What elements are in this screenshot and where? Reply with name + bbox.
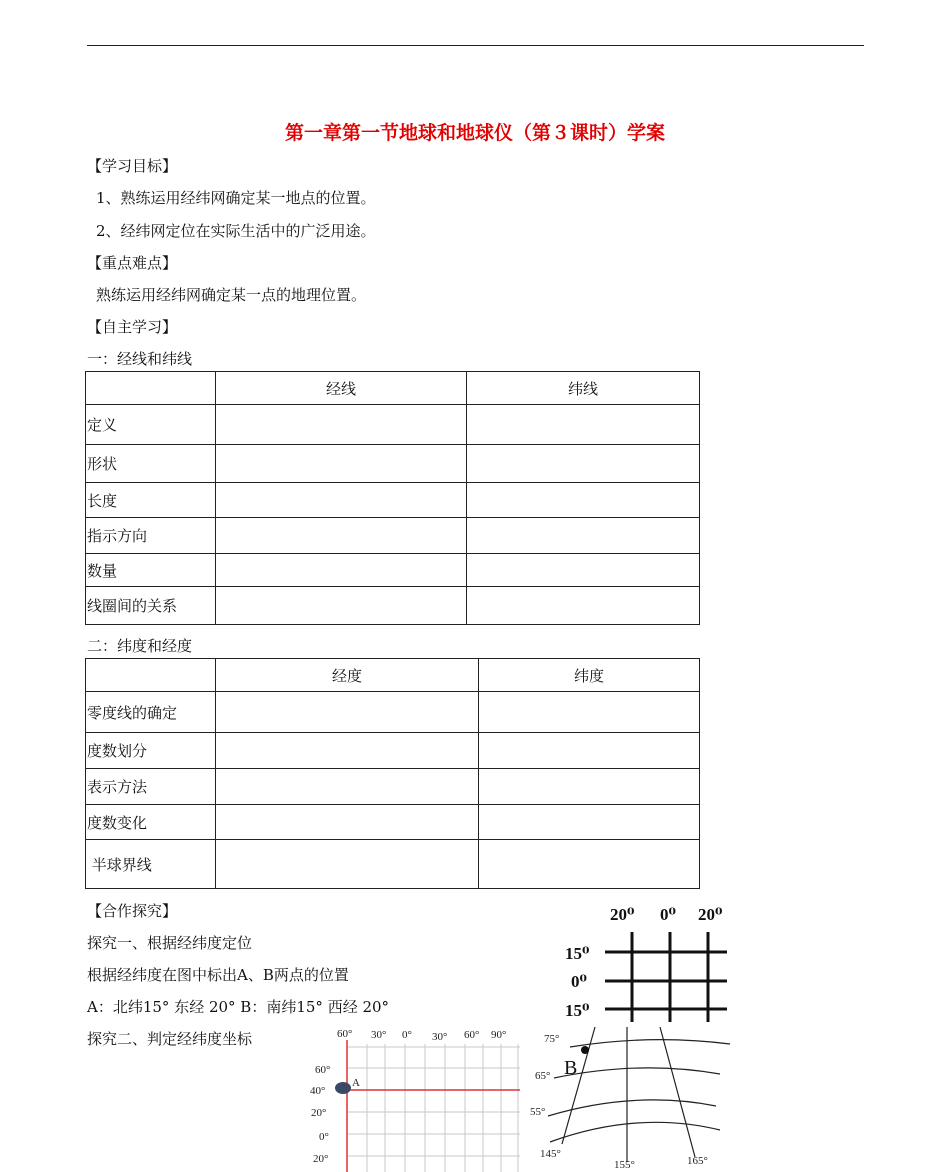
answer-cell[interactable] [216, 405, 467, 445]
answer-cell[interactable] [479, 769, 700, 805]
row-label: 定义 [86, 405, 216, 445]
fig2-left-label: 0° [319, 1131, 329, 1143]
fig3-parallel [570, 1040, 730, 1047]
fig3-point-b-marker [581, 1046, 589, 1054]
row-label: 零度线的确定 [86, 692, 216, 733]
answer-cell[interactable] [216, 692, 479, 733]
col-header-meridian: 经线 [216, 372, 467, 405]
fig2-left-label: 60° [315, 1064, 331, 1076]
fig1-top-label: 0⁰ [660, 905, 676, 924]
answer-cell[interactable] [479, 840, 700, 889]
fig2-top-label: 30° [371, 1029, 387, 1041]
page-title: 第一章第一节地球和地球仪（第３课时）学案 [284, 122, 665, 144]
answer-cell[interactable] [467, 445, 700, 483]
self-study-header: 【自主学习】 [87, 318, 178, 336]
task-1-desc: 根据经纬度在图中标出A、B两点的位置 [87, 966, 349, 984]
fig3-lon-label: 145° [540, 1148, 561, 1160]
task-1-title: 探究一、根据经纬度定位 [87, 934, 253, 952]
graticule-figure-1 [555, 900, 740, 1025]
fig3-parallel [554, 1068, 720, 1078]
answer-cell[interactable] [467, 483, 700, 518]
answer-cell[interactable] [467, 405, 700, 445]
fig3-parallel [550, 1122, 720, 1142]
fig1-left-label: 0⁰ [571, 972, 587, 991]
row-label: 半球界线 [86, 840, 216, 889]
answer-cell[interactable] [216, 733, 479, 769]
key-text: 熟练运用经纬网确定某一点的地理位置。 [96, 286, 367, 304]
fig3-meridian [660, 1027, 695, 1157]
answer-cell[interactable] [467, 587, 700, 625]
task-2-title: 探究二、判定经纬度坐标 [87, 1030, 253, 1048]
fig2-top-label: 30° [432, 1031, 448, 1043]
row-label: 度数变化 [86, 805, 216, 840]
row-label: 指示方向 [86, 518, 216, 554]
fig2-top-label: 60° [464, 1029, 480, 1041]
fig1-top-label: 20⁰ [698, 905, 723, 924]
col-header-longitude: 经度 [216, 659, 479, 692]
fig3-point-b-label: B [564, 1057, 578, 1079]
answer-cell[interactable] [216, 769, 479, 805]
goal-item-2: 2、经纬网定位在实际生活中的广泛用途。 [96, 222, 376, 240]
fig2-point-a-label: A [352, 1077, 360, 1089]
task-1-points: A：北纬15° 东经 20° B：南纬15° 西经 20° [87, 998, 390, 1016]
answer-cell[interactable] [216, 445, 467, 483]
coop-header: 【合作探究】 [87, 902, 178, 920]
answer-cell[interactable] [216, 518, 467, 554]
answer-cell[interactable] [216, 554, 467, 587]
fig3-lat-label: 55° [530, 1106, 546, 1118]
goal-item-1: 1、熟练运用经纬网确定某一地点的位置。 [96, 189, 376, 207]
fig2-left-label: 20° [311, 1107, 327, 1119]
row-label: 形状 [86, 445, 216, 483]
fig2-point-a-marker [335, 1082, 351, 1094]
section-2-title: 二：纬度和经度 [87, 637, 193, 655]
fig3-lon-label: 155° [614, 1159, 635, 1171]
row-label: 数量 [86, 554, 216, 587]
goals-header: 【学习目标】 [87, 157, 178, 175]
longitude-latitude-table [85, 658, 700, 889]
fig1-top-label: 20⁰ [610, 905, 635, 924]
col-header-latitude: 纬度 [479, 659, 700, 692]
answer-cell[interactable] [479, 805, 700, 840]
section-1-title: 一：经线和纬线 [87, 350, 193, 368]
answer-cell[interactable] [216, 805, 479, 840]
graticule-figure-2 [305, 1022, 525, 1172]
header-rule [87, 45, 864, 46]
answer-cell[interactable] [479, 733, 700, 769]
answer-cell[interactable] [467, 518, 700, 554]
row-label: 线圈间的关系 [86, 587, 216, 625]
fig3-lat-label: 65° [535, 1070, 551, 1082]
answer-cell[interactable] [216, 587, 467, 625]
key-header: 【重点难点】 [87, 254, 178, 272]
fig1-left-label: 15⁰ [565, 944, 590, 963]
answer-cell[interactable] [216, 483, 467, 518]
fig3-meridian [562, 1027, 595, 1144]
answer-cell[interactable] [216, 840, 479, 889]
fig2-top-label: 90° [491, 1029, 507, 1041]
row-label: 长度 [86, 483, 216, 518]
fig2-left-label: 20° [313, 1153, 329, 1165]
meridian-parallel-table [85, 371, 700, 625]
answer-cell[interactable] [467, 554, 700, 587]
fig2-top-label: 0° [402, 1029, 412, 1041]
answer-cell[interactable] [479, 692, 700, 733]
fig3-lon-label: 165° [687, 1155, 708, 1167]
fig2-left-label: 40° [310, 1085, 326, 1097]
graticule-figure-3 [530, 1022, 740, 1172]
row-label: 表示方法 [86, 769, 216, 805]
fig1-left-label: 15⁰ [565, 1001, 590, 1020]
col-header-parallel: 纬线 [467, 372, 700, 405]
fig3-lat-label: 75° [544, 1033, 560, 1045]
row-label: 度数划分 [86, 733, 216, 769]
fig2-top-label: 60° [337, 1028, 353, 1040]
